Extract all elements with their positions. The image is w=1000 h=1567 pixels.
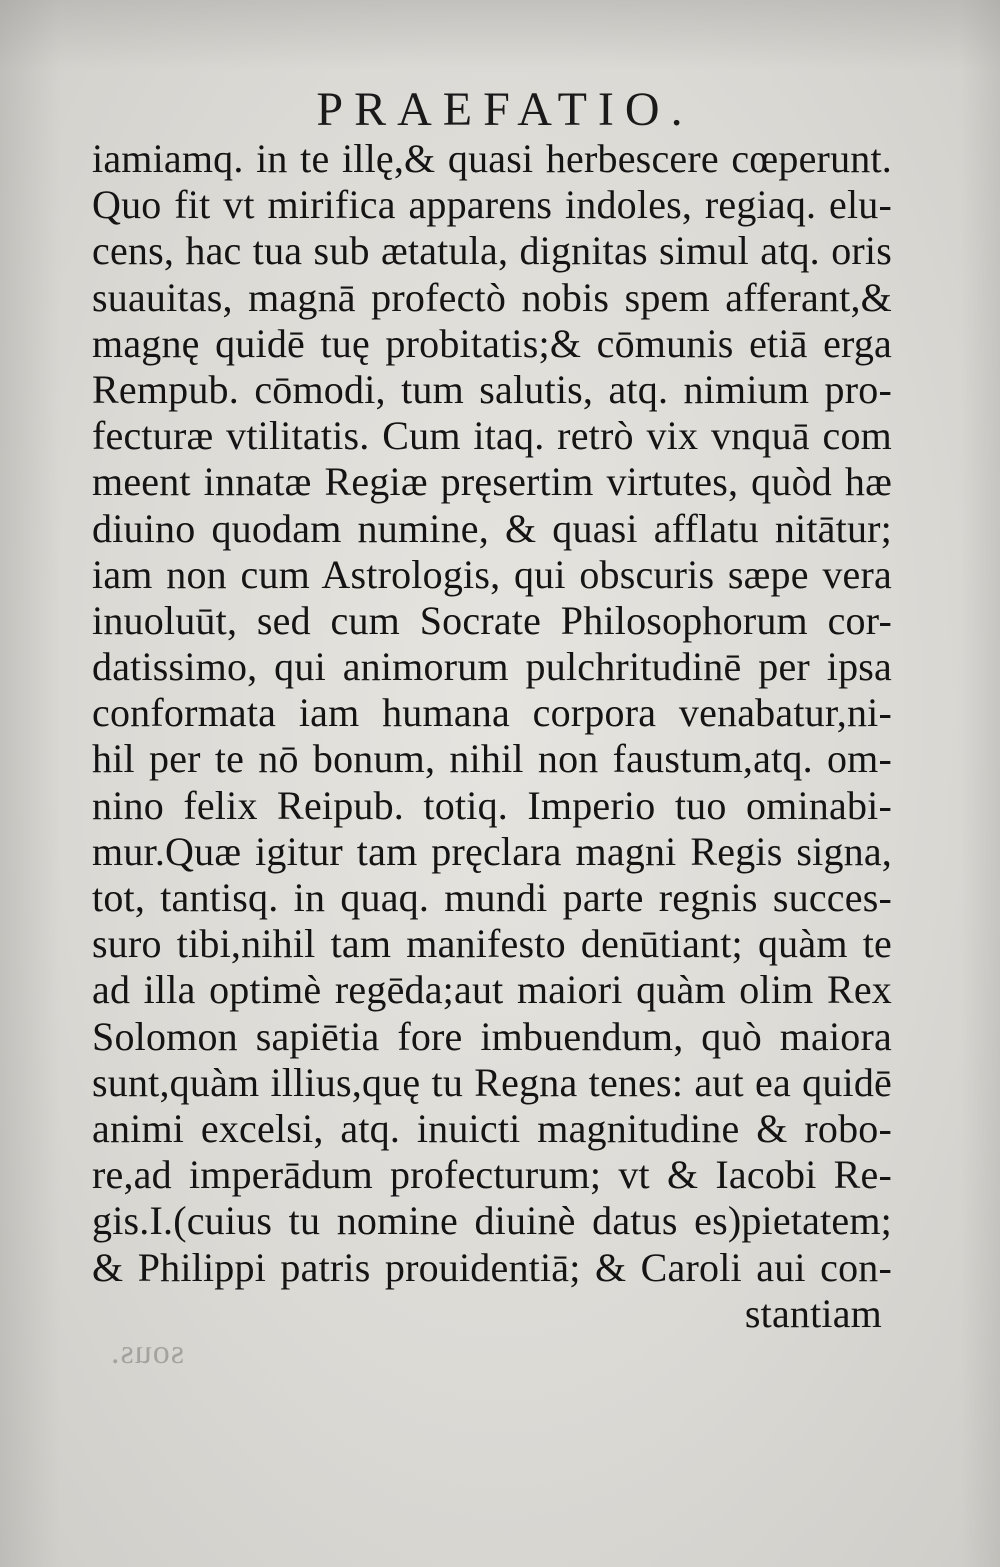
- text-line: inuoluūt, sed cum Socrate Philosophorum cor-: [92, 597, 892, 643]
- text-line: fecturæ vtilitatis. Cum itaq. retrò vix vnquā com: [92, 413, 892, 459]
- text-line: cens, hac tua sub ætatula, dignitas simul atq. oris: [92, 228, 892, 274]
- text-line: suro tibi,nihil tam manifesto denūtiant; quàm te: [92, 921, 892, 967]
- text-line: re,ad imperādum profecturum; vt & Iacobi Re-: [92, 1152, 892, 1198]
- text-line: diuino quodam numine, & quasi afflatu nitātur;: [92, 505, 892, 551]
- text-line: tot, tantisq. in quaq. mundi parte regnis succes-: [92, 875, 892, 920]
- text-line: nino felix Reipub. totiq. Imperio tuo ominabi-: [92, 782, 892, 828]
- text-line: & Philippi patris prouidentiā; & Caroli aui con-: [92, 1244, 892, 1290]
- text-line: mur.Quæ igitur tam pręclara magni Regis signa,: [92, 828, 892, 874]
- text-line: iam non cum Astrologis, qui obscuris sæpe vera: [92, 551, 892, 597]
- text-line: hil per te nō bonum, nihil non faustum,atq. om-: [92, 736, 892, 782]
- text-line: Quo fit vt mirifica apparens indoles, regiaq. elu-: [92, 182, 892, 228]
- text-line: ad illa optimè regēda;aut maiori quàm olim Rex: [92, 967, 892, 1013]
- text-line: gis.I.(cuius tu nomine diuinè datus es)pietatem;: [92, 1198, 892, 1244]
- bleed-through-text: sous.: [110, 1334, 184, 1371]
- text-line: iamiamq. in te illę,& quasi herbescere cœperunt.: [92, 136, 892, 181]
- text-line: suauitas, magnā profectò nobis spem afferant,&: [92, 274, 892, 320]
- page-shadow-left: [0, 0, 60, 1567]
- text-line: meent innatæ Regiæ pręsertim virtutes, quòd hæ: [92, 459, 892, 505]
- body-text: [92, 136, 892, 1337]
- text-line: animi excelsi, atq. inuicti magnitudine & robo-: [92, 1105, 892, 1151]
- catchword: stantiam: [744, 1290, 882, 1336]
- text-line: datissimo, qui animorum pulchritudinē per ipsa: [92, 644, 892, 690]
- page-shadow-top: [0, 0, 1000, 70]
- text-line: sunt,quàm illius,quę tu Regna tenes: aut ea quidē: [92, 1059, 892, 1105]
- text-line: Rempub. cōmodi, tum salutis, atq. nimium pro-: [92, 366, 892, 412]
- text-line: Solomon sapiētia fore imbuendum, quò maiora: [92, 1013, 892, 1059]
- text-line: magnę quidē tuę probitatis;& cōmunis etiā erga: [92, 320, 892, 366]
- text-line: conformata iam humana corpora venabatur,ni-: [92, 690, 892, 736]
- running-head: PRAEFATIO.: [316, 83, 694, 136]
- page-shadow-right: [960, 0, 1000, 1567]
